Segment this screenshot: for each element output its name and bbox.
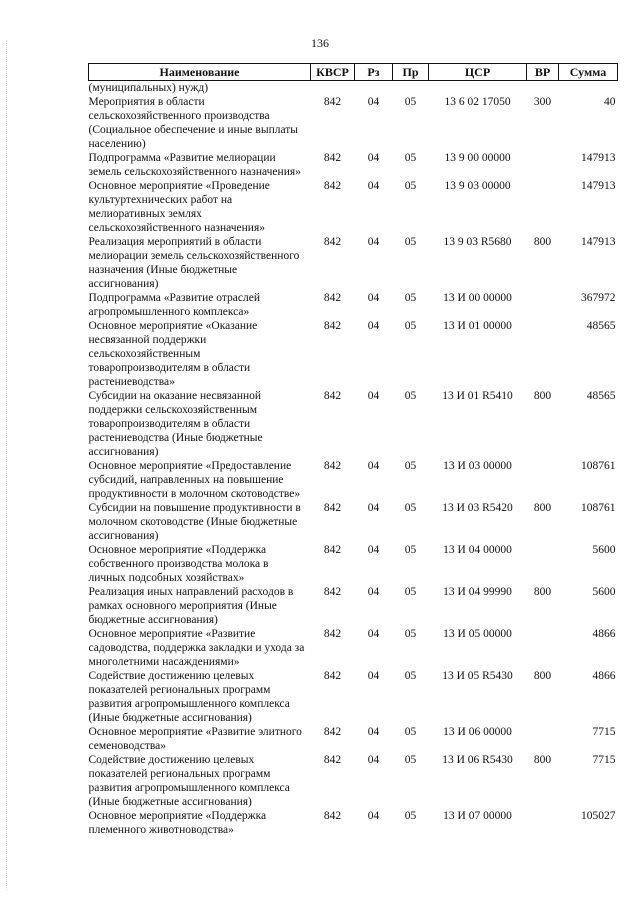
cell-vr	[527, 179, 559, 235]
cell-kvsr: 842	[323, 754, 342, 766]
scan-edge-artifact	[6, 40, 8, 890]
cell-name: Основное мероприятие «Поддержка племенного животноводства»	[88, 810, 267, 836]
cell-kvsr: 842	[323, 320, 342, 332]
cell-name: Субсидии на оказание несвязанной поддержки сельскохозяйственным товаропроизводителям в области растениеводства (Иные бюджетные ассигнования)	[88, 390, 263, 458]
cell-pr: 05	[404, 586, 417, 598]
cell-kvsr: 842	[323, 628, 342, 640]
cell-pr: 05	[404, 544, 417, 556]
cell-sum: 4866	[592, 628, 616, 640]
cell-kvsr: 842	[323, 544, 342, 556]
cell-sum: 48565	[586, 390, 616, 402]
cell-kvsr: 842	[323, 586, 342, 598]
header-kvsr: КВСР	[311, 64, 355, 81]
cell-csr: 13 И 04 99990	[443, 586, 512, 598]
cell-pr: 05	[404, 180, 417, 192]
cell-rz: 04	[367, 152, 380, 164]
cell-name: Реализация иных направлений расходов в рамках основного мероприятия (Иные бюджетные ассигнования)	[88, 586, 294, 626]
cell-kvsr: 842	[323, 180, 342, 192]
cell-name: Основное мероприятие «Поддержка собственного производства молока в личных подсобных хозяйствах»	[88, 544, 269, 584]
cell-sum: 7715	[592, 726, 616, 738]
table-row	[89, 543, 618, 585]
cell-kvsr: 842	[323, 670, 342, 682]
cell-kvsr: 842	[323, 502, 342, 514]
cell-sum	[559, 81, 618, 96]
table-row	[89, 151, 618, 179]
cell-rz: 04	[367, 502, 380, 514]
cell-rz: 04	[367, 292, 380, 304]
cell-vr: 800	[533, 670, 552, 682]
cell-pr: 05	[404, 502, 417, 514]
cell-name: Основное мероприятие «Проведение культуртехнических работ на мелиоративных землях сельскохозяйственного назначения»	[88, 180, 270, 234]
cell-rz: 04	[367, 670, 380, 682]
header-rz: Рз	[355, 64, 393, 81]
cell-rz: 04	[367, 180, 380, 192]
cell-csr: 13 И 04 00000	[443, 544, 512, 556]
cell-vr: 800	[533, 502, 552, 514]
cell-vr	[527, 459, 559, 501]
budget-table	[88, 63, 618, 837]
table-row	[89, 459, 618, 501]
table-row	[89, 627, 618, 669]
cell-pr	[393, 81, 429, 96]
table-row	[89, 81, 618, 96]
cell-pr: 05	[404, 460, 417, 472]
cell-kvsr	[311, 81, 355, 96]
cell-vr: 300	[533, 96, 552, 108]
cell-pr: 05	[404, 628, 417, 640]
cell-sum: 147913	[581, 152, 616, 164]
table-row	[89, 389, 618, 459]
cell-rz: 04	[367, 460, 380, 472]
cell-kvsr: 842	[323, 152, 342, 164]
cell-name: Основное мероприятие «Оказание несвязанной поддержки сельскохозяйственным товаропроизводителям в области растениеводства»	[88, 320, 258, 388]
cell-csr: 13 6 02 17050	[444, 96, 511, 108]
cell-sum: 5600	[592, 544, 616, 556]
cell-kvsr: 842	[323, 236, 342, 248]
budget-table-container	[88, 63, 617, 837]
table-row	[89, 753, 618, 809]
cell-sum: 40	[604, 96, 616, 108]
cell-name: Реализация мероприятий в области мелиорации земель сельскохозяйственного назначения (Иные бюджетные ассигнования)	[88, 236, 300, 290]
cell-name: Мероприятия в области сельскохозяйственного производства (Социальное обеспечение и иные выплаты населению)	[88, 96, 299, 150]
table-row	[89, 291, 618, 319]
cell-name: Основное мероприятие «Предоставление субсидий, направленных на повышение продуктивности в молочном скотоводстве»	[88, 460, 301, 500]
cell-vr	[527, 81, 559, 96]
cell-rz: 04	[367, 754, 380, 766]
cell-kvsr: 842	[323, 96, 342, 108]
cell-rz	[355, 81, 393, 96]
table-row	[89, 95, 618, 151]
cell-name: Подпрограмма «Развитие мелиорации земель сельскохозяйственного назначения»	[88, 152, 301, 178]
cell-pr: 05	[404, 320, 417, 332]
cell-vr: 800	[533, 390, 552, 402]
cell-vr	[527, 809, 559, 837]
cell-pr: 05	[404, 726, 417, 738]
header-csr: ЦСР	[429, 64, 527, 81]
cell-name: Подпрограмма «Развитие отраслей агропромышленного комплекса»	[88, 292, 261, 318]
cell-name: Содействие достижению целевых показателей региональных программ развития агропромышленного комплекса (Иные бюджетные ассигнования)	[88, 670, 290, 724]
table-row	[89, 669, 618, 725]
cell-rz: 04	[367, 810, 380, 822]
cell-vr	[527, 543, 559, 585]
cell-sum: 48565	[586, 320, 616, 332]
cell-sum: 367972	[581, 292, 616, 304]
cell-pr: 05	[404, 390, 417, 402]
cell-rz: 04	[367, 236, 380, 248]
cell-sum: 147913	[581, 236, 616, 248]
cell-csr: 13 И 01 R5410	[442, 390, 513, 402]
cell-vr	[527, 319, 559, 389]
cell-sum: 147913	[581, 180, 616, 192]
table-row	[89, 725, 618, 753]
header-sum: Сумма	[559, 64, 618, 81]
table-row	[89, 179, 618, 235]
cell-kvsr: 842	[323, 292, 342, 304]
header-name: Наименование	[89, 64, 311, 81]
cell-vr	[527, 291, 559, 319]
table-row	[89, 235, 618, 291]
cell-csr: 13 И 07 00000	[443, 810, 512, 822]
cell-name: (муниципальных) нужд)	[88, 82, 209, 94]
cell-sum: 105027	[581, 810, 616, 822]
cell-kvsr: 842	[323, 810, 342, 822]
cell-rz: 04	[367, 544, 380, 556]
cell-name: Содействие достижению целевых показателей региональных программ развития агропромышленного комплекса (Иные бюджетные ассигнования)	[88, 754, 290, 808]
table-row	[89, 501, 618, 543]
cell-pr: 05	[404, 810, 417, 822]
cell-csr: 13 И 05 R5430	[442, 670, 513, 682]
table-body	[89, 81, 618, 838]
table-row	[89, 585, 618, 627]
cell-rz: 04	[367, 96, 380, 108]
header-vr: ВР	[527, 64, 559, 81]
cell-rz: 04	[367, 390, 380, 402]
cell-sum: 5600	[592, 586, 616, 598]
cell-rz: 04	[367, 586, 380, 598]
cell-csr: 13 9 03 00000	[444, 180, 511, 192]
cell-name: Основное мероприятие «Развитие садоводства, поддержка закладки и ухода за многолетними насаждениями»	[88, 628, 305, 668]
cell-kvsr: 842	[323, 726, 342, 738]
table-row	[89, 809, 618, 837]
table-row	[89, 319, 618, 389]
cell-rz: 04	[367, 628, 380, 640]
cell-sum: 4866	[592, 670, 616, 682]
cell-csr: 13 9 03 R5680	[443, 236, 512, 248]
cell-pr: 05	[404, 292, 417, 304]
cell-pr: 05	[404, 236, 417, 248]
cell-pr: 05	[404, 152, 417, 164]
cell-pr: 05	[404, 754, 417, 766]
cell-pr: 05	[404, 670, 417, 682]
cell-kvsr: 842	[323, 390, 342, 402]
cell-kvsr: 842	[323, 460, 342, 472]
table-header-row	[89, 64, 618, 81]
cell-csr: 13 И 03 00000	[443, 460, 512, 472]
cell-csr: 13 И 01 00000	[443, 320, 512, 332]
cell-vr: 800	[533, 754, 552, 766]
cell-csr	[429, 81, 527, 96]
cell-csr: 13 И 06 R5430	[442, 754, 513, 766]
cell-csr: 13 И 06 00000	[443, 726, 512, 738]
cell-csr: 13 И 00 00000	[443, 292, 512, 304]
cell-vr	[527, 725, 559, 753]
cell-rz: 04	[367, 320, 380, 332]
cell-csr: 13 И 05 00000	[443, 628, 512, 640]
cell-vr: 800	[533, 236, 552, 248]
cell-name: Основное мероприятие «Развитие элитного семеноводства»	[88, 726, 302, 752]
cell-rz: 04	[367, 726, 380, 738]
cell-sum: 108761	[581, 502, 616, 514]
cell-sum: 108761	[581, 460, 616, 472]
cell-sum: 7715	[592, 754, 616, 766]
cell-vr: 800	[533, 586, 552, 598]
cell-csr: 13 9 00 00000	[444, 152, 511, 164]
cell-vr	[527, 627, 559, 669]
cell-pr: 05	[404, 96, 417, 108]
cell-vr	[527, 151, 559, 179]
header-pr: Пр	[393, 64, 429, 81]
cell-csr: 13 И 03 R5420	[442, 502, 513, 514]
cell-name: Субсидии на повышение продуктивности в молочном скотоводстве (Иные бюджетные ассигнования)	[88, 502, 301, 542]
page-number: 136	[311, 36, 329, 50]
